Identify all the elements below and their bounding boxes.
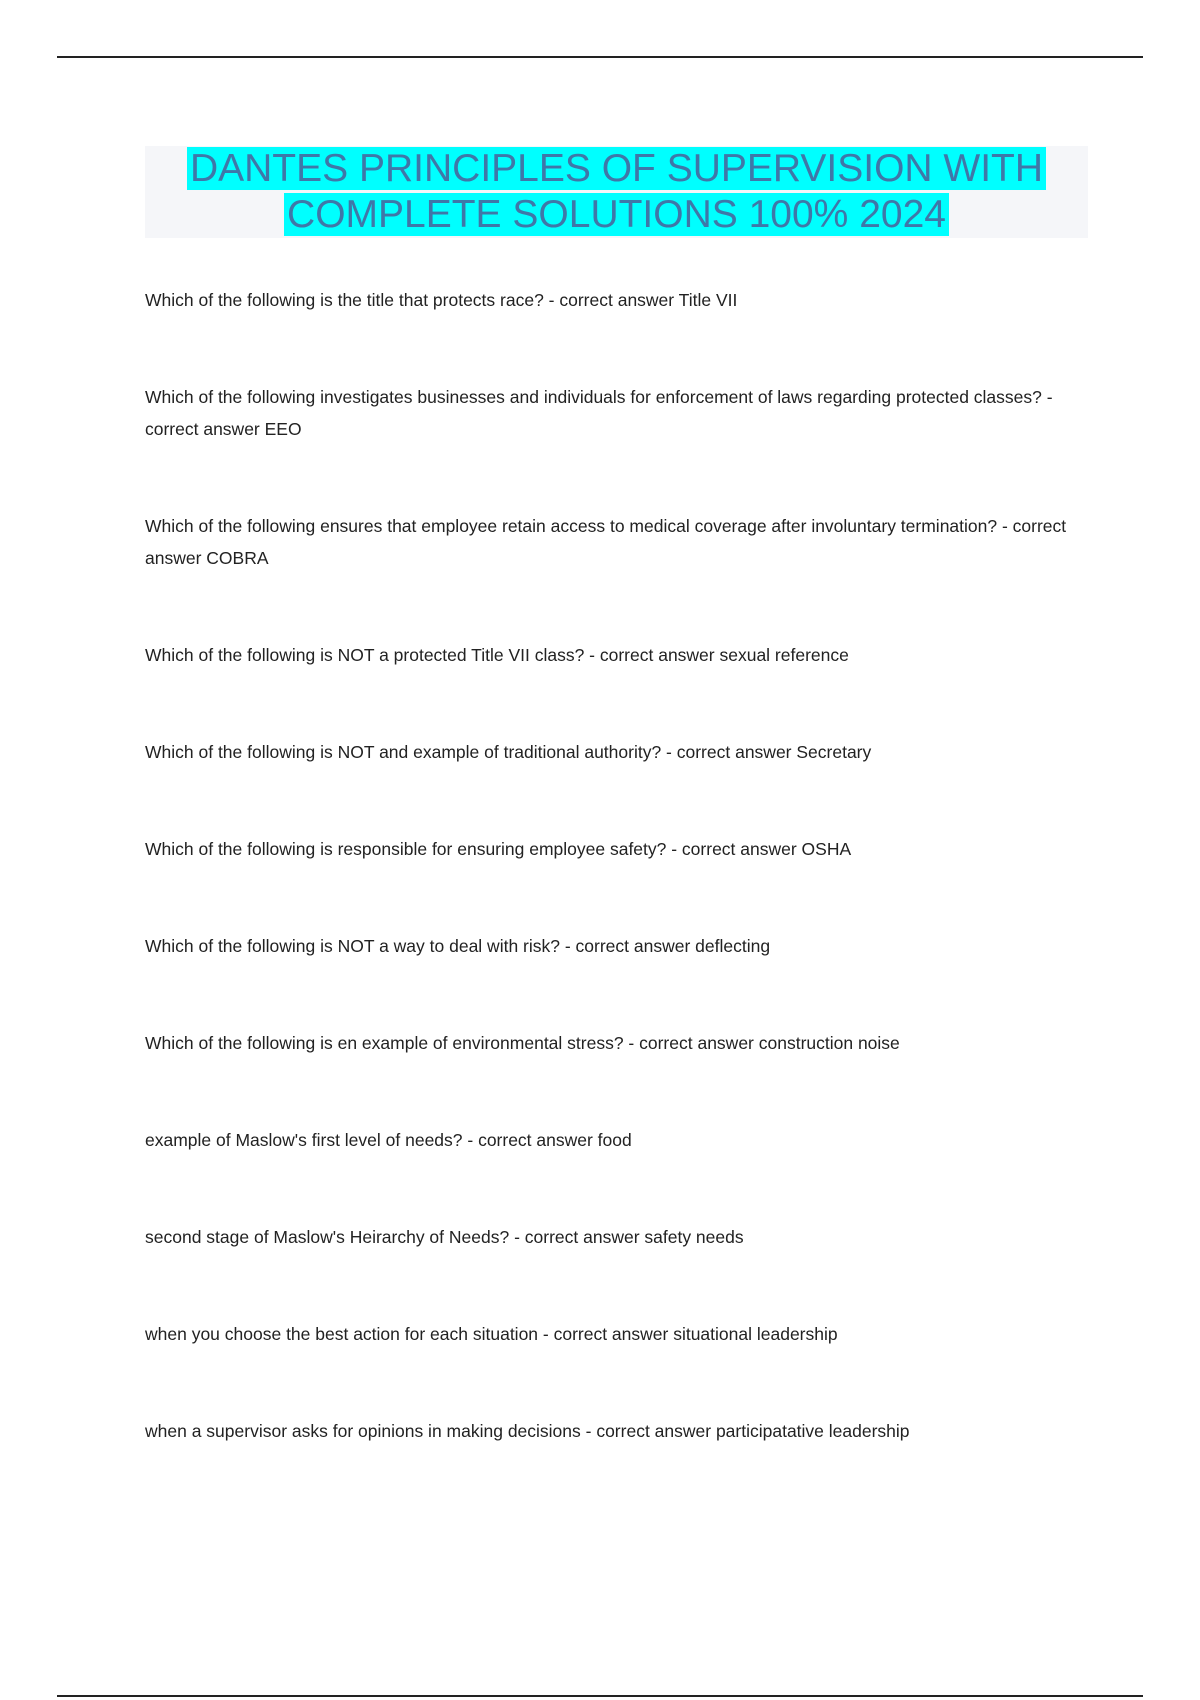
qa-item-12: when a supervisor asks for opinions in making decisions - correct answer participatative leadership: [145, 1421, 910, 1441]
title-line-1: DANTES PRINCIPLES OF SUPERVISION WITH: [145, 146, 1088, 192]
qa-item-1: Which of the following is the title that protects race? - correct answer Title VII: [145, 290, 738, 310]
qa-item-9: example of Maslow's first level of needs? - correct answer food: [145, 1130, 632, 1150]
qa-item-3: Which of the following ensures that employee retain access to medical coverage after involuntary termination? - correct answer COBRA: [145, 516, 1067, 568]
document-title: [145, 146, 1088, 238]
qa-item-7: Which of the following is NOT a way to deal with risk? - correct answer deflecting: [145, 936, 771, 956]
top-rule: [57, 56, 1143, 58]
qa-item-10: second stage of Maslow's Heirarchy of Needs? - correct answer safety needs: [145, 1227, 744, 1247]
qa-item-2: Which of the following investigates businesses and individuals for enforcement of laws regarding protected classes? - correct answer EEO: [145, 387, 1053, 439]
qa-item-6: Which of the following is responsible for ensuring employee safety? - correct answer OSHA: [145, 839, 852, 859]
qa-item-11: when you choose the best action for each situation - correct answer situational leadership: [145, 1324, 838, 1344]
qa-item-8: Which of the following is en example of environmental stress? - correct answer construction noise: [145, 1033, 900, 1053]
qa-item-5: Which of the following is NOT and example of traditional authority? - correct answer Secretary: [145, 742, 872, 762]
qa-item-4: Which of the following is NOT a protected Title VII class? - correct answer sexual reference: [145, 645, 849, 665]
title-line-2: COMPLETE SOLUTIONS 100% 2024: [145, 192, 1088, 238]
bottom-rule: [57, 1695, 1143, 1697]
